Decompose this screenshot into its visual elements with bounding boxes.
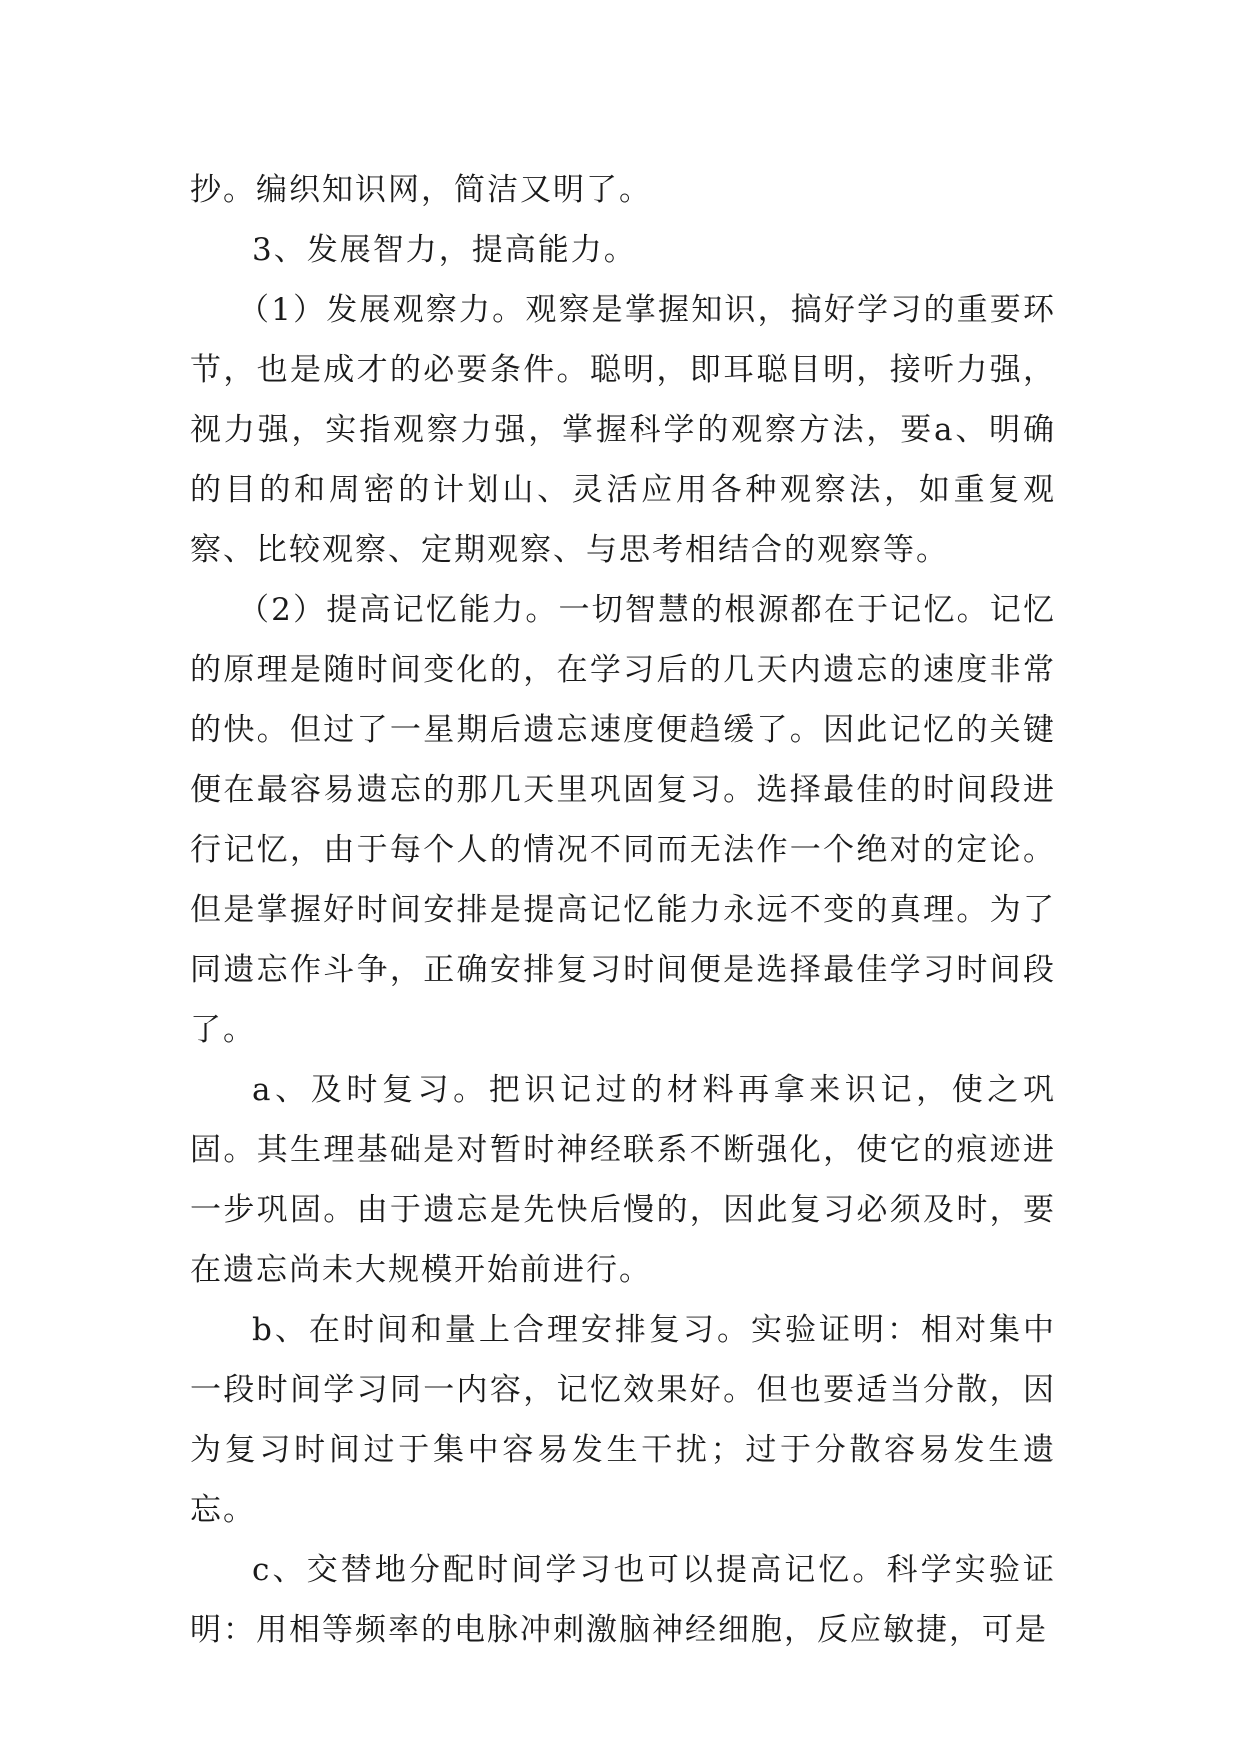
- paragraph-alternating-study: c、交替地分配时间学习也可以提高记忆。科学实验证明：用相等频率的电脉冲刺激脑神经细胞，反应敏捷，可是: [190, 1552, 1056, 1648]
- document-body: [190, 160, 1056, 1660]
- paragraph-observation: （1）发展观察力。观察是掌握知识，搞好学习的重要环节，也是成才的必要条件。聪明，即耳聪目明，接听力强，视力强，实指观察力强，掌握科学的观察方法，要a、明确的目的和周密的计划山、灵活应用各种观察法，如重复观察、比较观察、定期观察、与思考相结合的观察等。: [190, 292, 1056, 568]
- paragraph-timely-review: a、及时复习。把识记过的材料再拿来识记，使之巩固。其生理基础是对暂时神经联系不断强化，使它的痕迹进一步巩固。由于遗忘是先快后慢的，因此复习必须及时，要在遗忘尚未大规模开始前进行。: [190, 1072, 1056, 1288]
- section-heading: 3、发展智力，提高能力。: [252, 232, 637, 268]
- paragraph-review-schedule: b、在时间和量上合理安排复习。实验证明：相对集中一段时间学习同一内容，记忆效果好。但也要适当分散，因为复习时间过于集中容易发生干扰；过于分散容易发生遗忘。: [190, 1312, 1056, 1528]
- paragraph-continuation: 抄。编织知识网，简洁又明了。: [190, 172, 652, 208]
- paragraph-memory: （2）提高记忆能力。一切智慧的根源都在于记忆。记忆的原理是随时间变化的，在学习后的几天内遗忘的速度非常的快。但过了一星期后遗忘速度便趋缓了。因此记忆的关键便在最容易遗忘的那几天里巩固复习。选择最佳的时间段进行记忆，由于每个人的情况不同而无法作一个绝对的定论。但是掌握好时间安排是提高记忆能力永远不变的真理。为了同遗忘作斗争，正确安排复习时间便是选择最佳学习时间段了。: [190, 592, 1056, 1048]
